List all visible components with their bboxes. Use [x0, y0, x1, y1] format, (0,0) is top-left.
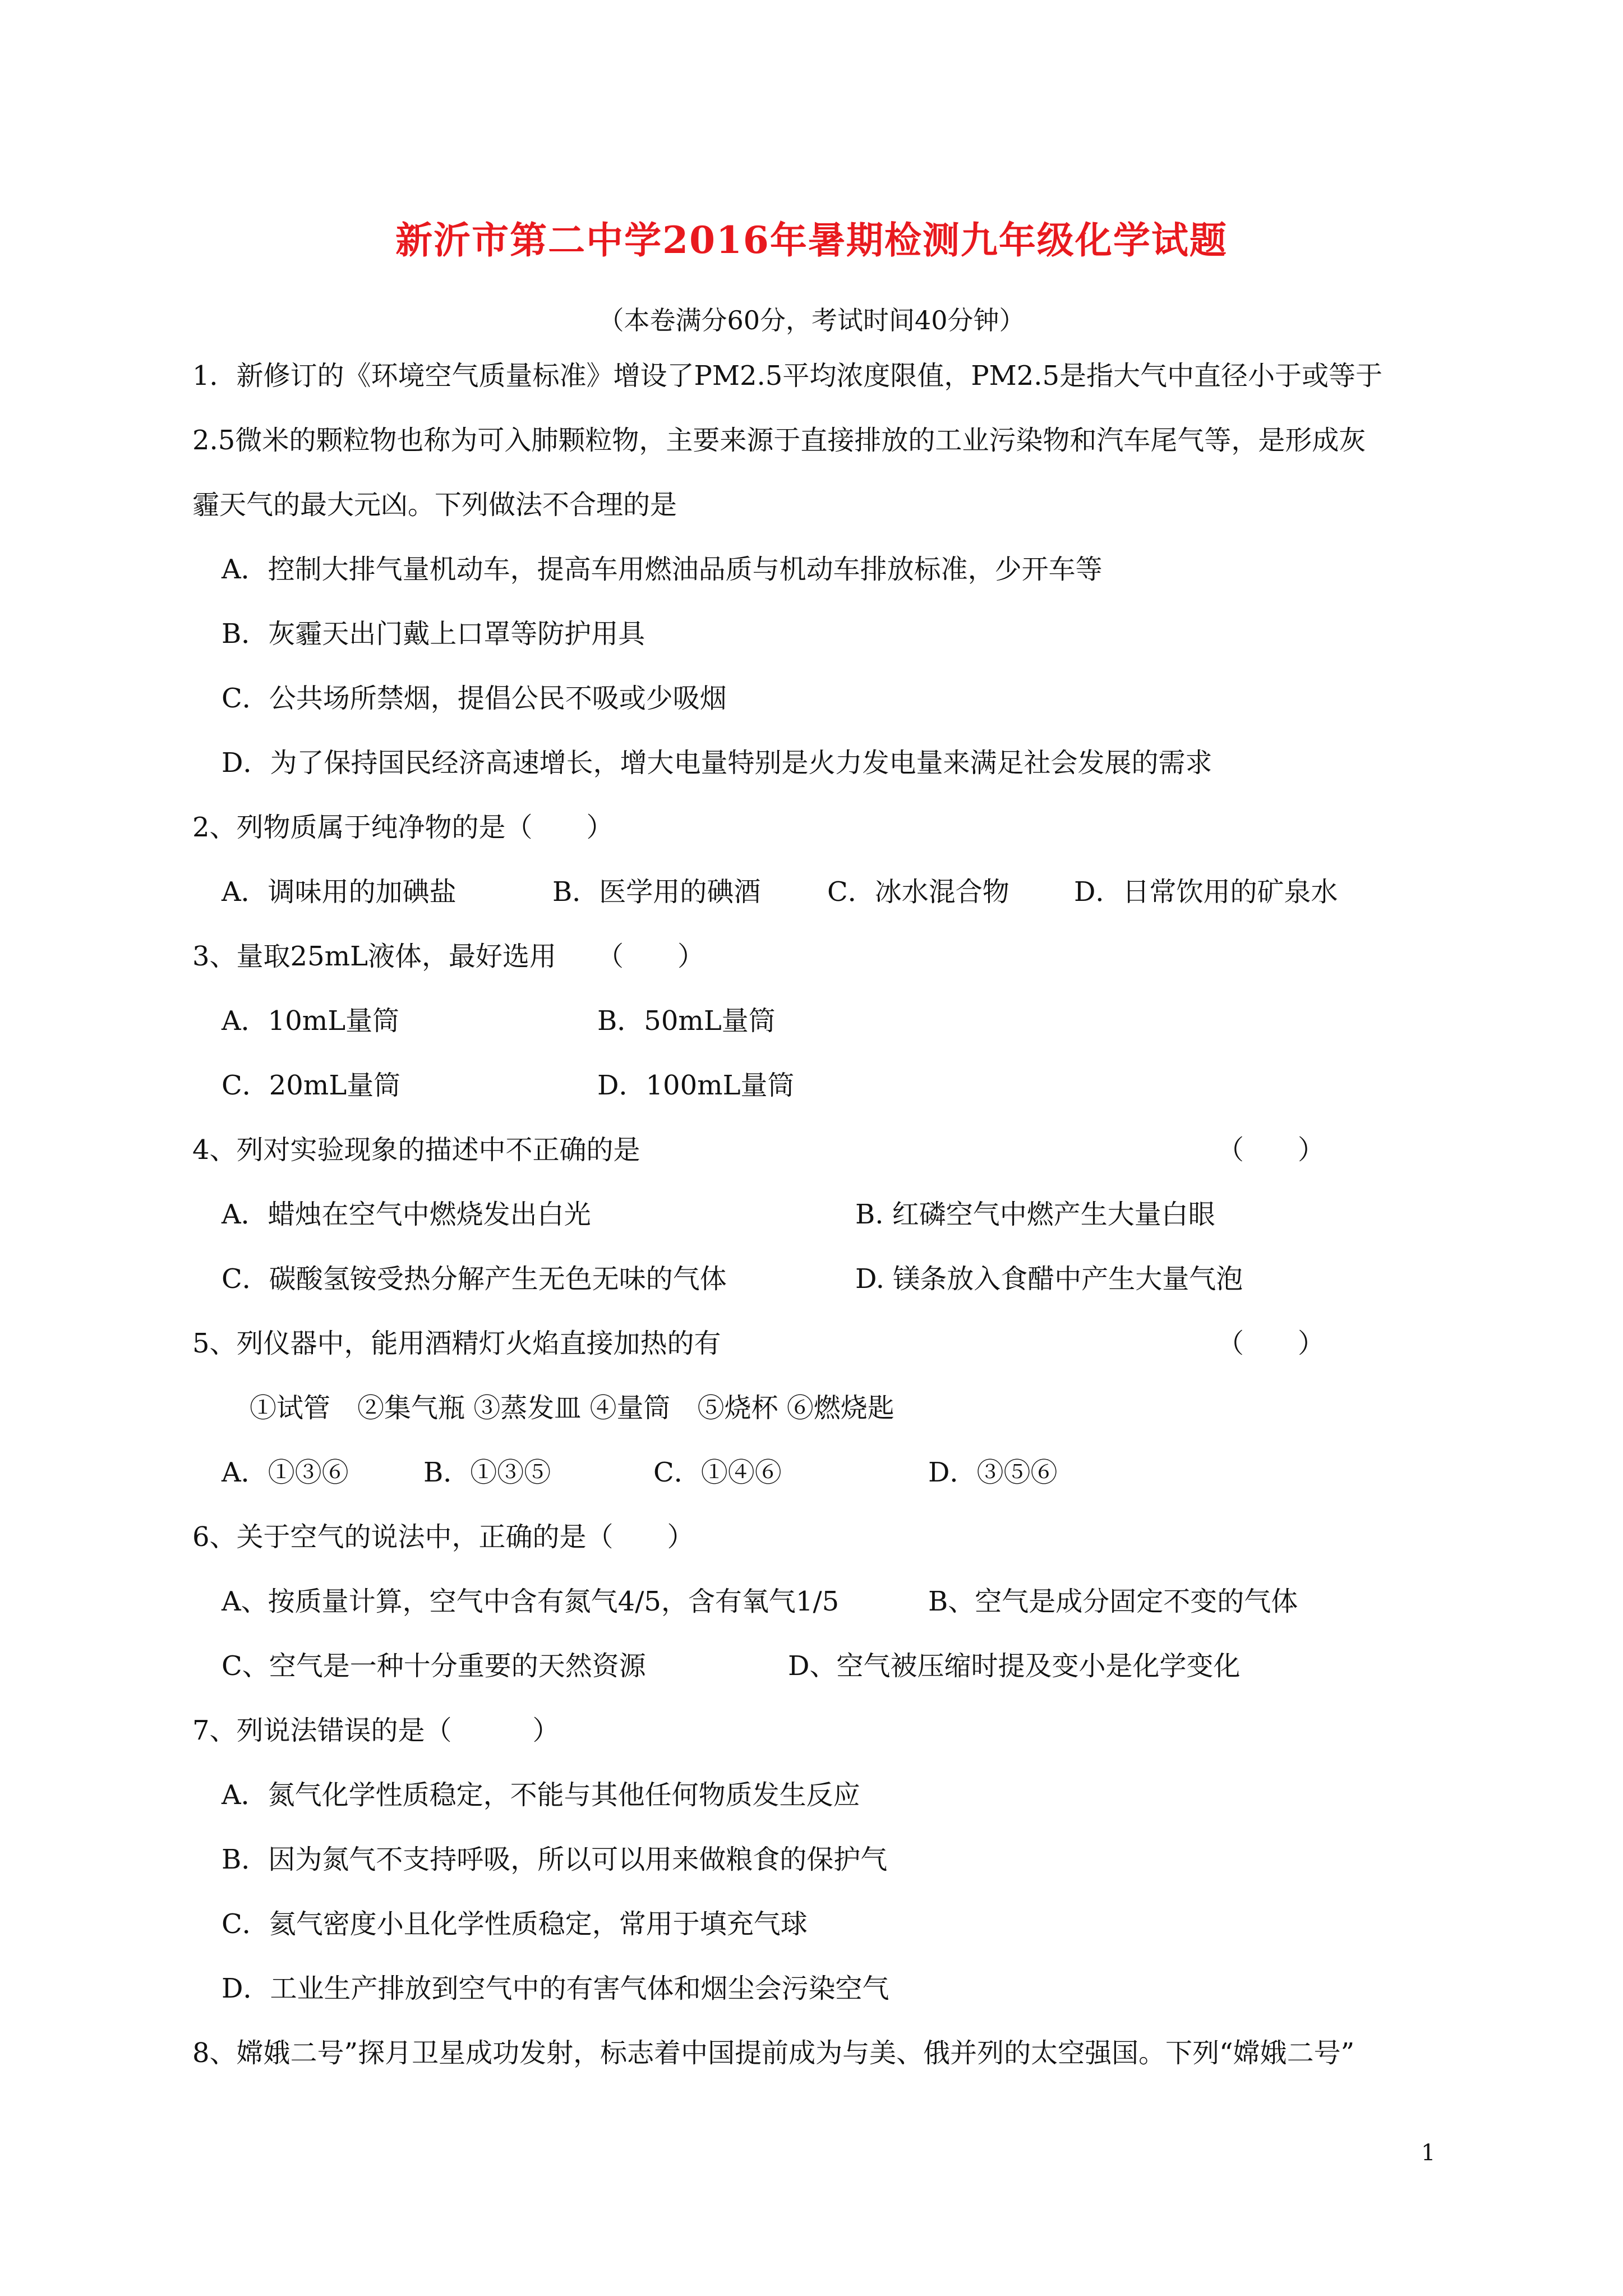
q2-stem: 2、列物质属于纯净物的是（ ） — [192, 812, 614, 843]
q4-option-b: B. 红磷空气中燃产生大量白眼 — [855, 1199, 1215, 1230]
q1-option-d: D．为了保持国民经济高速增长，增大电量特别是火力发电量来满足社会发展的需求 — [222, 747, 1212, 779]
q3-option-c: C．20mL量筒 — [222, 1070, 401, 1101]
q7-option-c: C．氦气密度小且化学性质稳定，常用于填充气球 — [222, 1908, 808, 1940]
q3-option-d: D．100mL量筒 — [597, 1070, 795, 1101]
q2-option-d: D．日常饮用的矿泉水 — [1074, 876, 1338, 908]
q5-instrument-list: ①试管 ②集气瓶 ③蒸发皿 ④量筒 ⑤烧杯 ⑥燃烧匙 — [250, 1392, 895, 1424]
q4-option-a: A．蜡烛在空气中燃烧发出白光 — [222, 1199, 591, 1230]
q7-stem: 7、列说法错误的是（ ） — [192, 1715, 560, 1746]
q8-stem: 8、嫦娥二号”探月卫星成功发射，标志着中国提前成为与美、俄并列的太空强国。下列“嫦娥二号” — [192, 2037, 1355, 2069]
q4-stem: 4、列对实验现象的描述中不正确的是 — [192, 1134, 640, 1166]
q6-option-d: D、空气被压缩时提及变小是化学变化 — [788, 1650, 1241, 1682]
q5-option-b: B．①③⑤ — [423, 1457, 551, 1488]
q7-option-a: A．氮气化学性质稳定，不能与其他任何物质发生反应 — [222, 1779, 860, 1811]
q6-option-a: A、按质量计算，空气中含有氮气4/5，含有氧气1/5 — [222, 1586, 840, 1617]
q3-option-a: A．10mL量筒 — [222, 1005, 400, 1037]
exam-info: （本卷满分60分，考试时间40分钟） — [598, 305, 1025, 335]
q6-stem: 6、关于空气的说法中，正确的是（ ） — [192, 1521, 694, 1553]
q5-answer-bracket: （ ） — [1217, 1328, 1325, 1359]
q1-option-a: A．控制大排气量机动车，提高车用燃油品质与机动车排放标准，少开车等 — [222, 554, 1103, 585]
q6-option-b: B、空气是成分固定不变的气体 — [928, 1586, 1298, 1617]
q2-option-b: B．医学用的碘酒 — [552, 876, 761, 908]
q5-option-c: C．①④⑥ — [653, 1457, 782, 1488]
q2-option-c: C．冰水混合物 — [827, 876, 1009, 908]
q2-option-a: A．调味用的加碘盐 — [222, 876, 457, 908]
q1-option-b: B．灰霾天出门戴上口罩等防护用具 — [222, 618, 645, 650]
q1-option-c: C．公共场所禁烟，提倡公民不吸或少吸烟 — [222, 683, 727, 714]
q5-option-a: A．①③⑥ — [222, 1457, 349, 1488]
page-title: 新沂市第二中学2016年暑期检测九年级化学试题 — [395, 218, 1228, 262]
q4-answer-bracket: （ ） — [1217, 1134, 1325, 1166]
q3-stem: 3、量取25mL液体，最好选用 （ ） — [192, 941, 705, 972]
q1-stem-line-1: 1．新修订的《环境空气质量标准》增设了PM2.5平均浓度限值，PM2.5是指大气中直径小于或等于 — [192, 360, 1383, 392]
q1-stem-line-2: 2.5微米的颗粒物也称为可入肺颗粒物，主要来源于直接排放的工业污染物和汽车尾气等，是形成灰 — [192, 425, 1366, 456]
q7-option-b: B．因为氮气不支持呼吸，所以可以用来做粮食的保护气 — [222, 1844, 888, 1875]
q1-stem-line-3: 霾天气的最大元凶。下列做法不合理的是 — [192, 489, 677, 521]
q5-option-d: D．③⑤⑥ — [928, 1457, 1058, 1488]
page-number: 1 — [1421, 2140, 1436, 2166]
q5-stem: 5、列仪器中，能用酒精灯火焰直接加热的有 — [192, 1328, 721, 1359]
q4-option-c: C．碳酸氢铵受热分解产生无色无味的气体 — [222, 1263, 727, 1295]
q3-option-b: B．50mL量筒 — [597, 1005, 776, 1037]
q7-option-d: D．工业生产排放到空气中的有害气体和烟尘会污染空气 — [222, 1973, 889, 2004]
q4-option-d: D. 镁条放入食醋中产生大量气泡 — [855, 1263, 1243, 1295]
q6-option-c: C、空气是一种十分重要的天然资源 — [222, 1650, 646, 1682]
